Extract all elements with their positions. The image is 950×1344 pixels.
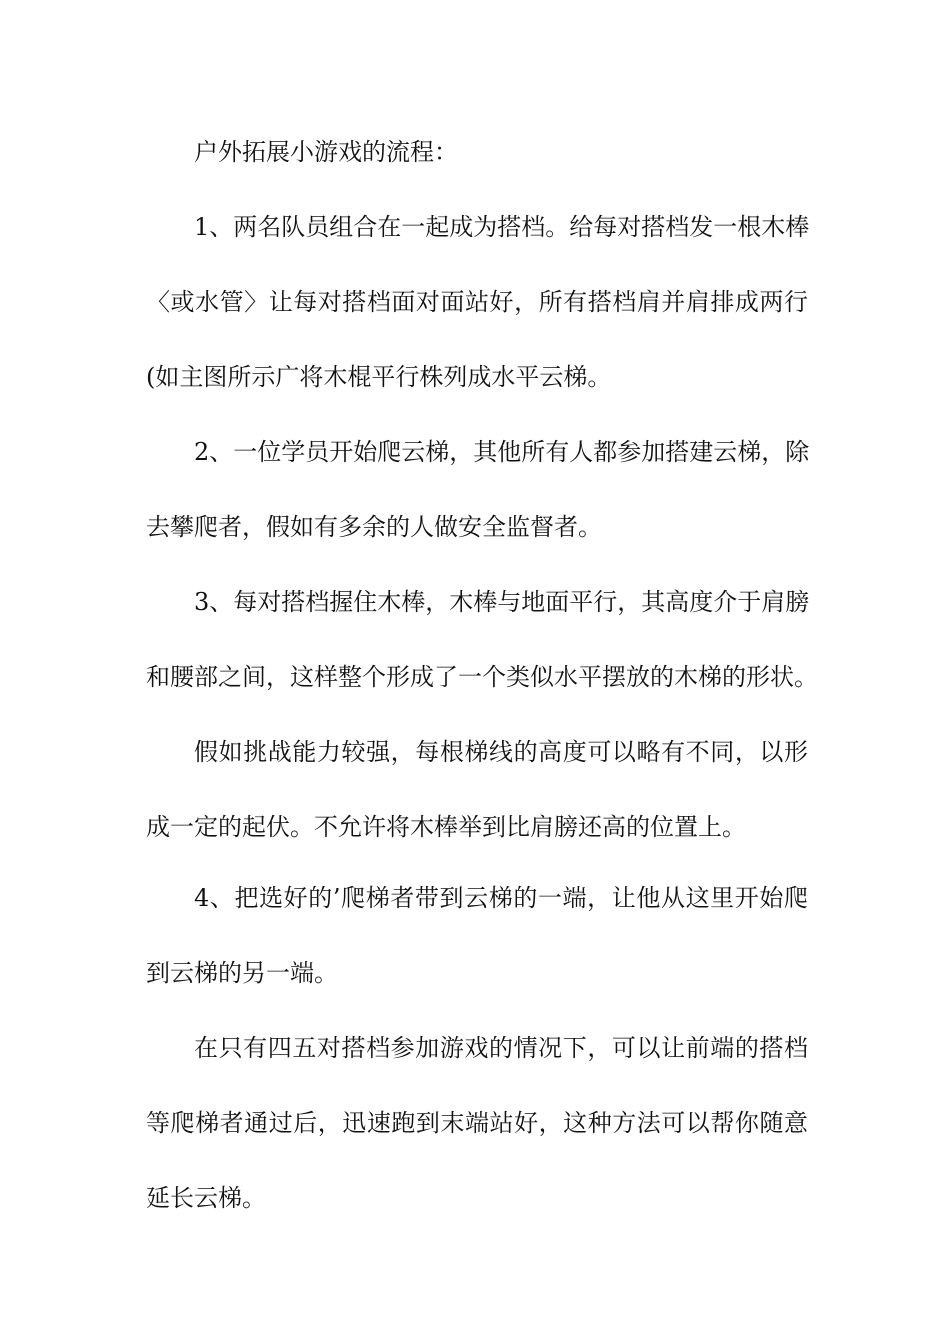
text-line: 3、每对搭档握住木棒，木棒与地面平行，其高度介于肩膀	[194, 588, 810, 616]
text-line: 4、把选好的’爬梯者带到云梯的一端，让他从这里开始爬	[194, 884, 808, 912]
text-line: 在只有四五对搭档参加游戏的情况下，可以让前端的搭档	[194, 1034, 808, 1062]
text-line: (如主图所示广将木棍平行株列成水平云梯。	[146, 363, 612, 391]
text-line: 等爬梯者通过后，迅速跑到末端站好，这种方法可以帮你随意	[146, 1109, 808, 1137]
text-line: 到云梯的另一端。	[146, 959, 338, 987]
text-line: 成一定的起伏。不允许将木棒举到比肩膀还高的位置上。	[146, 813, 746, 841]
heading-line: 户外拓展小游戏的流程：	[194, 138, 458, 166]
text-line: 去攀爬者，假如有多余的人做安全监督者。	[146, 513, 602, 541]
text-line: 〈或水管〉让每对搭档面对面站好，所有搭档肩并肩排成两行	[146, 288, 808, 316]
text-line: 假如挑战能力较强，每根梯线的高度可以略有不同，以形	[194, 738, 808, 766]
text-line: 和腰部之间，这样整个形成了一个类似水平摆放的木梯的形状。	[146, 663, 818, 691]
text-line: 2、一位学员开始爬云梯，其他所有人都参加搭建云梯，除	[194, 438, 810, 466]
text-line: 延长云梯。	[146, 1184, 266, 1212]
text-line: 1、两名队员组合在一起成为搭档。给每对搭档发一根木棒	[194, 213, 810, 241]
